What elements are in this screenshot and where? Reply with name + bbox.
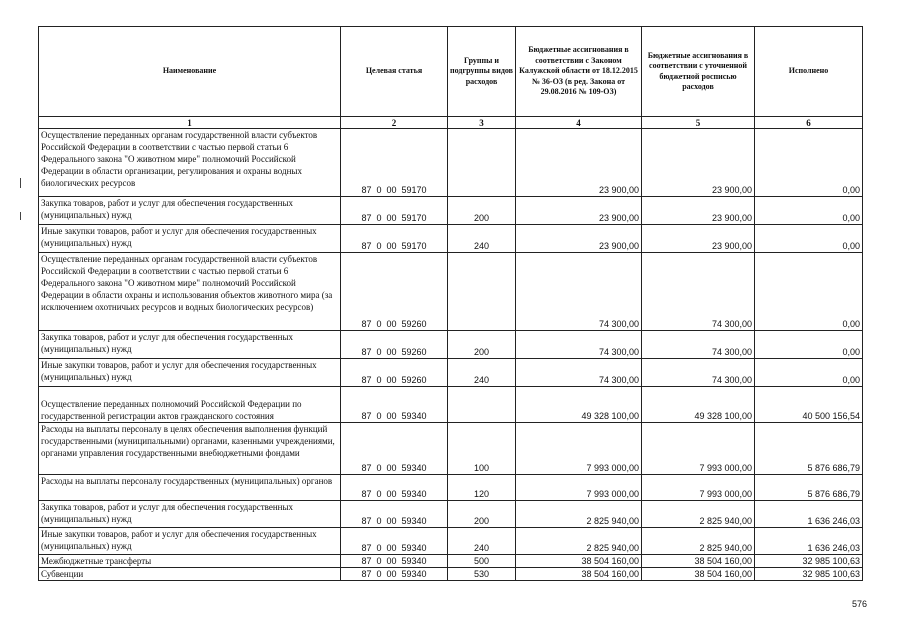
row-name: Иные закупки товаров, работ и услуг для обеспечения государственных (муниципальных) нужд	[39, 528, 341, 555]
column-number: 6	[755, 117, 863, 129]
scan-margin-mark	[20, 212, 21, 220]
row-name: Субвенции	[39, 568, 341, 581]
row-refined-amount: 7 993 000,00	[642, 423, 755, 475]
row-target-article: 87 0 00 59170	[341, 129, 448, 197]
row-law-amount: 74 300,00	[516, 331, 642, 359]
row-expense-group	[448, 129, 516, 197]
column-number: 2	[341, 117, 448, 129]
row-name: Закупка товаров, работ и услуг для обеспечения государственных (муниципальных) нужд	[39, 501, 341, 528]
row-executed-amount: 40 500 156,54	[755, 387, 863, 423]
row-expense-group: 240	[448, 359, 516, 387]
row-target-article: 87 0 00 59340	[341, 501, 448, 528]
row-name: Расходы на выплаты персоналу в целях обеспечения выполнения функций государственными (муниципальными) органами, казенными учреждениями, органами управления государственными внебюджетными фондами	[39, 423, 341, 475]
row-target-article: 87 0 00 59170	[341, 225, 448, 253]
row-law-amount: 49 328 100,00	[516, 387, 642, 423]
row-refined-amount: 2 825 940,00	[642, 501, 755, 528]
table-row	[39, 555, 863, 568]
row-refined-amount: 7 993 000,00	[642, 475, 755, 501]
header-refined-allocations: Бюджетные ассигнования в соответствии с уточненной бюджетной росписью расходов	[642, 27, 755, 117]
row-law-amount: 7 993 000,00	[516, 475, 642, 501]
row-executed-amount: 32 985 100,63	[755, 555, 863, 568]
table-row	[39, 129, 863, 197]
row-target-article: 87 0 00 59260	[341, 253, 448, 331]
row-executed-amount: 32 985 100,63	[755, 568, 863, 581]
row-law-amount: 74 300,00	[516, 253, 642, 331]
row-executed-amount: 0,00	[755, 197, 863, 225]
table-row	[39, 568, 863, 581]
row-law-amount: 7 993 000,00	[516, 423, 642, 475]
row-name: Осуществление переданных органам государственной власти субъектов Российской Федерации в соответствии с частью первой статьи 6 Федерального закона "О животном мире" полномочий Российской Федерации в области охраны и использования объектов животного мира (за исключением охотничьих ресурсов и водных биологических ресурсов)	[39, 253, 341, 331]
row-target-article: 87 0 00 59260	[341, 331, 448, 359]
header-law-allocations: Бюджетные ассигнования в соответствии с Законом Калужской области от 18.12.2015 № 36-ОЗ (в ред. Закона от 29.08.2016 № 109-ОЗ)	[516, 27, 642, 117]
row-law-amount: 23 900,00	[516, 225, 642, 253]
row-name: Иные закупки товаров, работ и услуг для обеспечения государственных (муниципальных) нужд	[39, 359, 341, 387]
row-target-article: 87 0 00 59340	[341, 568, 448, 581]
header-target-article: Целевая статья	[341, 27, 448, 117]
table-row	[39, 501, 863, 528]
row-target-article: 87 0 00 59340	[341, 528, 448, 555]
row-name: Иные закупки товаров, работ и услуг для обеспечения государственных (муниципальных) нужд	[39, 225, 341, 253]
row-expense-group	[448, 253, 516, 331]
row-refined-amount: 38 504 160,00	[642, 568, 755, 581]
column-number: 4	[516, 117, 642, 129]
table-row	[39, 475, 863, 501]
budget-table	[38, 26, 863, 581]
row-law-amount: 2 825 940,00	[516, 501, 642, 528]
row-target-article: 87 0 00 59340	[341, 387, 448, 423]
row-expense-group: 240	[448, 225, 516, 253]
row-expense-group: 200	[448, 501, 516, 528]
row-law-amount: 2 825 940,00	[516, 528, 642, 555]
row-law-amount: 23 900,00	[516, 197, 642, 225]
header-executed: Исполнено	[755, 27, 863, 117]
row-refined-amount: 74 300,00	[642, 253, 755, 331]
row-target-article: 87 0 00 59340	[341, 423, 448, 475]
row-executed-amount: 0,00	[755, 225, 863, 253]
page-number: 576	[851, 599, 867, 609]
scan-margin-mark	[20, 178, 21, 188]
header-name: Наименование	[39, 27, 341, 117]
row-expense-group: 200	[448, 331, 516, 359]
row-refined-amount: 2 825 940,00	[642, 528, 755, 555]
row-executed-amount: 0,00	[755, 359, 863, 387]
table-row	[39, 253, 863, 331]
row-law-amount: 38 504 160,00	[516, 555, 642, 568]
row-refined-amount: 49 328 100,00	[642, 387, 755, 423]
row-name: Закупка товаров, работ и услуг для обеспечения государственных (муниципальных) нужд	[39, 197, 341, 225]
row-refined-amount: 38 504 160,00	[642, 555, 755, 568]
row-expense-group	[448, 387, 516, 423]
row-refined-amount: 23 900,00	[642, 225, 755, 253]
row-law-amount: 74 300,00	[516, 359, 642, 387]
row-expense-group: 120	[448, 475, 516, 501]
row-executed-amount: 1 636 246,03	[755, 528, 863, 555]
table-row	[39, 387, 863, 423]
column-number-row	[39, 117, 863, 129]
table-row	[39, 225, 863, 253]
row-expense-group: 200	[448, 197, 516, 225]
row-executed-amount: 0,00	[755, 331, 863, 359]
row-expense-group: 240	[448, 528, 516, 555]
row-target-article: 87 0 00 59170	[341, 197, 448, 225]
row-expense-group: 530	[448, 568, 516, 581]
row-refined-amount: 23 900,00	[642, 129, 755, 197]
row-executed-amount: 5 876 686,79	[755, 423, 863, 475]
header-row	[39, 27, 863, 117]
column-number: 3	[448, 117, 516, 129]
table-row	[39, 359, 863, 387]
row-executed-amount: 0,00	[755, 253, 863, 331]
row-name: Осуществление переданных органам государственной власти субъектов Российской Федерации в соответствии с частью первой статьи 6 Федерального закона "О животном мире" полномочий Российской Федерации в области организации, регулирования и охраны водных биологических ресурсов	[39, 129, 341, 197]
row-target-article: 87 0 00 59340	[341, 475, 448, 501]
table-row	[39, 197, 863, 225]
table-row	[39, 423, 863, 475]
row-name: Закупка товаров, работ и услуг для обеспечения государственных (муниципальных) нужд	[39, 331, 341, 359]
row-target-article: 87 0 00 59260	[341, 359, 448, 387]
row-executed-amount: 0,00	[755, 129, 863, 197]
row-expense-group: 500	[448, 555, 516, 568]
row-name: Осуществление переданных полномочий Российской Федерации по государственной регистрации актов гражданского состояния	[39, 387, 341, 423]
row-executed-amount: 5 876 686,79	[755, 475, 863, 501]
row-law-amount: 23 900,00	[516, 129, 642, 197]
row-refined-amount: 23 900,00	[642, 197, 755, 225]
row-refined-amount: 74 300,00	[642, 359, 755, 387]
row-name: Межбюджетные трансферты	[39, 555, 341, 568]
column-number: 1	[39, 117, 341, 129]
row-refined-amount: 74 300,00	[642, 331, 755, 359]
row-target-article: 87 0 00 59340	[341, 555, 448, 568]
column-number: 5	[642, 117, 755, 129]
header-expense-groups: Группы и подгруппы видов расходов	[448, 27, 516, 117]
row-expense-group: 100	[448, 423, 516, 475]
table-row	[39, 331, 863, 359]
row-executed-amount: 1 636 246,03	[755, 501, 863, 528]
row-law-amount: 38 504 160,00	[516, 568, 642, 581]
row-name: Расходы на выплаты персоналу государственных (муниципальных) органов	[39, 475, 341, 501]
table-row	[39, 528, 863, 555]
